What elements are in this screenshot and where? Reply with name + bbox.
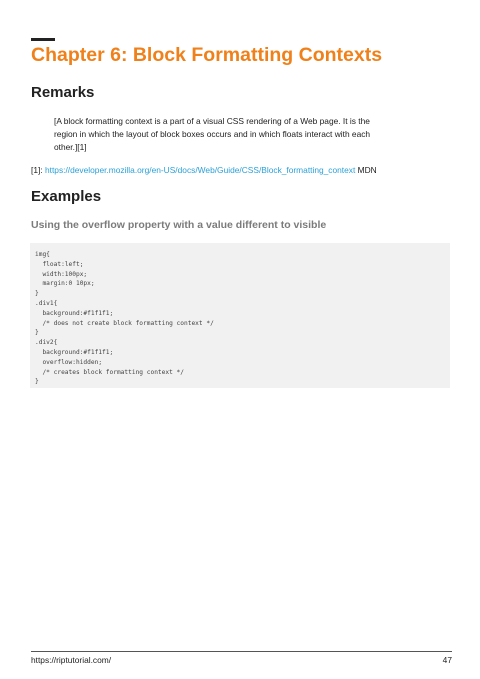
remarks-quote: [54, 115, 434, 154]
code-line: }: [35, 329, 39, 337]
code-line: background:#f1f1f1;: [35, 309, 114, 317]
quote-line: other.][1]: [54, 142, 87, 152]
reference-line: [31, 164, 377, 176]
code-line: width:100px;: [35, 270, 88, 278]
code-line: overflow:hidden;: [35, 358, 103, 366]
chapter-title: Chapter 6: Block Formatting Contexts: [31, 44, 383, 66]
reference-suffix: MDN: [355, 165, 377, 175]
code-line: margin:0 10px;: [35, 280, 95, 288]
reference-prefix: [1]:: [31, 165, 45, 175]
code-line: .div2{: [35, 339, 58, 347]
quote-line: region in which the layout of block boxes occurs and in which floats interact with each: [54, 129, 371, 139]
code-line: img{: [35, 251, 50, 258]
examples-heading: Examples: [31, 188, 102, 205]
code-line: }: [35, 290, 39, 298]
code-line: .div1{: [35, 299, 58, 307]
reference-link[interactable]: https://developer.mozilla.org/en-US/docs/Web/Guide/CSS/Block_formatting_context: [44, 165, 356, 175]
code-block: [30, 243, 450, 388]
quote-line: [A block formatting context is a part of a visual CSS rendering of a Web page. It is the: [54, 116, 370, 126]
title-accent-bar: [31, 38, 55, 41]
footer-divider: [31, 651, 452, 652]
code-line: float:left;: [35, 260, 84, 268]
code-line: /* does not create block formatting context */: [35, 319, 214, 327]
remarks-heading: Remarks: [31, 84, 95, 101]
footer-url: https://riptutorial.com/: [31, 655, 112, 665]
code-line: }: [35, 378, 39, 386]
example-subheading: Using the overflow property with a value different to visible: [31, 219, 327, 231]
page-number: 47: [442, 655, 452, 665]
code-line: background:#f1f1f1;: [35, 348, 114, 356]
code-line: /* creates block formatting context */: [35, 368, 185, 376]
